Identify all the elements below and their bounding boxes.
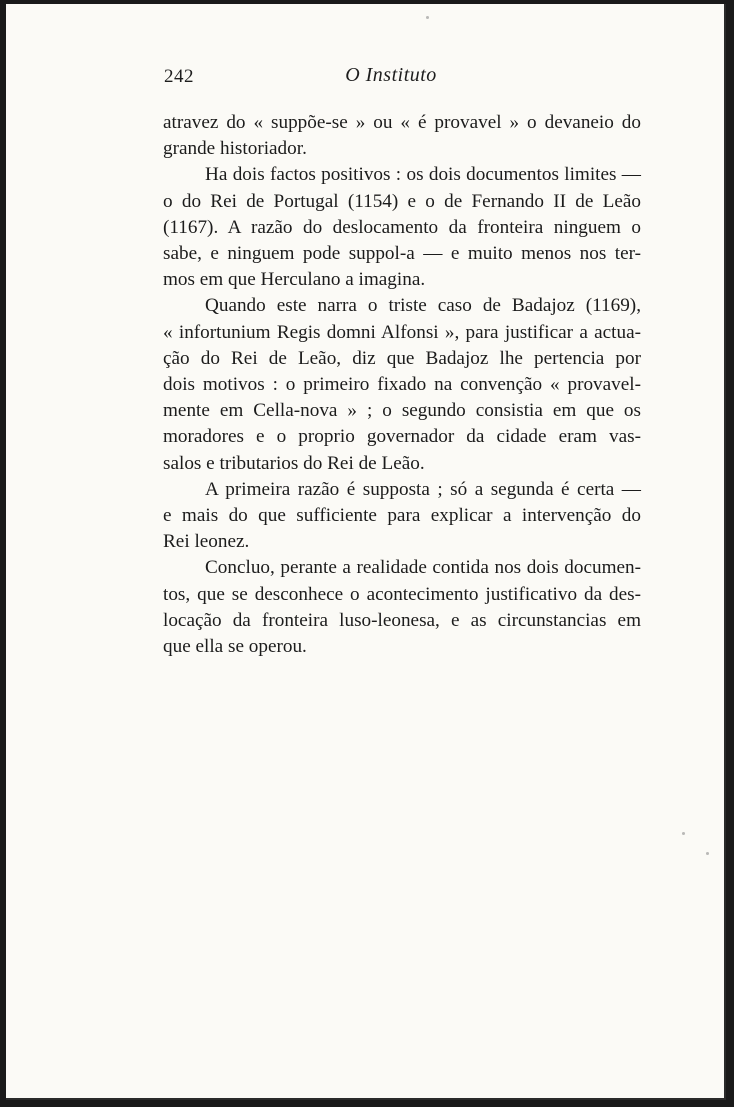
paragraph-continuation	[163, 110, 641, 162]
paragraph-primeira-razao	[163, 477, 641, 556]
page-number: 242	[164, 66, 194, 87]
text-line: tos, que se desconhece o acontecimento justificativo da des-	[163, 583, 641, 605]
text-line: Concluo, perante a realidade contida nos dois documen-	[205, 557, 641, 579]
text-line: A primeira razão é supposta ; só a segunda é certa —	[205, 478, 641, 500]
text-line: locação da fronteira luso-leonesa, e as circunstancias em	[163, 609, 641, 631]
paper-speck	[426, 16, 429, 19]
text-line: que ella se operou.	[163, 636, 307, 658]
text-line: (1167). A razão do deslocamento da fronteira ninguem o	[163, 216, 641, 238]
book-page	[6, 4, 726, 1100]
text-line: Ha dois factos positivos : os dois documentos limites —	[205, 164, 641, 186]
paragraph-concluo	[163, 555, 641, 660]
text-line: mos em que Herculano a imagina.	[163, 269, 426, 291]
text-line: grande historiador.	[163, 138, 307, 160]
paragraph-factos-positivos	[163, 162, 641, 293]
text-line: salos e tributarios do Rei de Leão.	[163, 452, 425, 474]
text-line: mente em Cella-nova » ; o segundo consistia em que os	[163, 400, 641, 422]
running-title: O Instituto	[345, 64, 437, 86]
body-text	[163, 110, 641, 660]
text-line: o do Rei de Portugal (1154) e o de Fernando II de Leão	[163, 190, 641, 212]
text-line: dois motivos : o primeiro fixado na convenção « provavel-	[163, 374, 641, 396]
text-line: Quando este narra o triste caso de Badajoz (1169),	[205, 295, 641, 317]
text-line: ção do Rei de Leão, diz que Badajoz lhe pertencia por	[163, 347, 641, 369]
page-header	[6, 62, 726, 92]
text-line: moradores e o proprio governador da cidade eram vas-	[163, 426, 641, 448]
text-line: atravez do « suppõe-se » ou « é provavel » o devaneio do	[163, 112, 641, 133]
text-line: « infortunium Regis domni Alfonsi », para justificar a actua-	[163, 321, 641, 343]
paper-speck	[682, 832, 685, 835]
text-line: Rei leonez.	[163, 531, 250, 553]
text-line: sabe, e ninguem pode suppol-a — e muito menos nos ter-	[163, 243, 641, 265]
text-line: e mais do que sufficiente para explicar a intervenção do	[163, 505, 641, 527]
paper-speck	[706, 852, 709, 855]
paragraph-badajoz	[163, 293, 641, 476]
